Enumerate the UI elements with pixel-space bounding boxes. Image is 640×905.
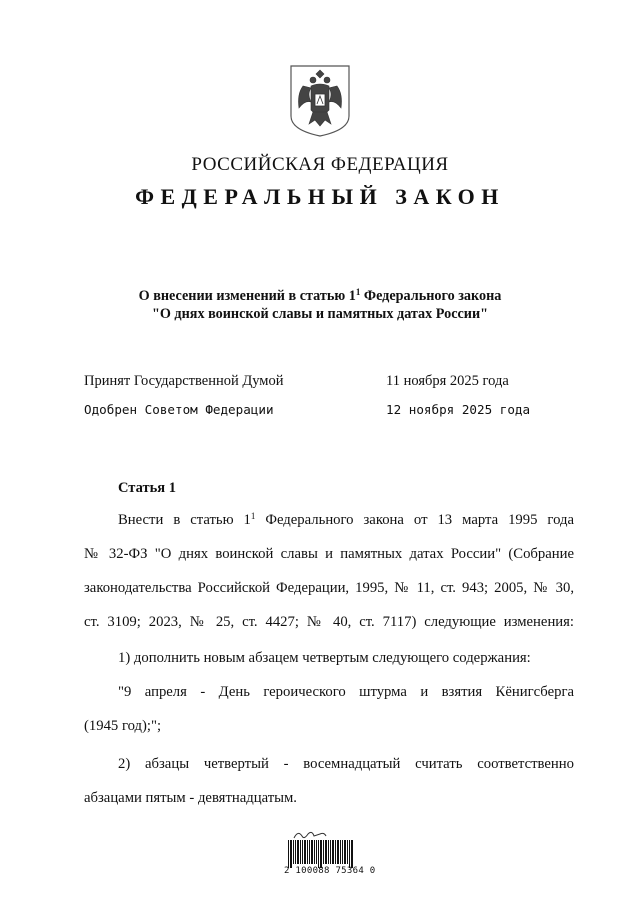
law-title-line-1-before: О внесении изменений в статью 1 — [138, 288, 356, 304]
adoption-date: 11 ноября 2025 года — [386, 373, 509, 389]
paragraph-1-line-3: законодательства Российской Федерации, 1995, № 11, ст. 943; 2005, № 30, — [84, 580, 574, 596]
item-2-line-2: абзацами пятым - девятнадцатым. — [84, 790, 297, 806]
adoption-label: Одобрен Советом Федерации — [84, 402, 274, 417]
adoption-label: Принят Государственной Думой — [84, 373, 284, 389]
item-2-line-1: 2) абзацы четвертый - восемнадцатый считать соответственно — [118, 756, 574, 772]
country-name: РОССИЙСКАЯ ФЕДЕРАЦИЯ — [191, 154, 449, 175]
quote-line-2: (1945 год);"; — [84, 718, 162, 734]
law-title-line-1 — [0, 288, 640, 305]
quote-line-1: "9 апреля - День героического штурма и взятия Кёнигсберга — [118, 684, 574, 700]
law-type-heading: ФЕДЕРАЛЬНЫЙ ЗАКОН — [135, 184, 505, 209]
article-heading: Статья 1 — [118, 480, 176, 496]
law-title-line-1-after: Федерального закона — [360, 288, 502, 304]
paragraph-1-line-1-a: Внести в статью 1 — [118, 512, 251, 528]
paragraph-1-superscript: 1 — [250, 511, 256, 521]
paragraph-1-line-1 — [118, 512, 574, 529]
law-title-superscript: 1 — [355, 287, 361, 297]
paragraph-1-line-1-b: Федерального закона от 13 марта 1995 года — [255, 512, 575, 528]
paragraph-1-line-2: № 32-ФЗ "О днях воинской славы и памятных датах России" (Собрание — [84, 546, 574, 562]
law-title-line-2: "О днях воинской славы и памятных датах России" — [151, 306, 489, 322]
barcode-image — [287, 840, 355, 868]
paragraph-1-line-4: ст. 3109; 2023, № 25, ст. 4427; № 40, ст. 7117) следующие изменения: — [84, 614, 574, 630]
adoption-date: 12 ноября 2025 года — [386, 402, 531, 417]
coat-of-arms-emblem — [289, 64, 351, 138]
barcode-number: 2 100088 75364 0 — [284, 866, 376, 876]
item-1-text: 1) дополнить новым абзацем четвертым следующего содержания: — [118, 650, 531, 666]
